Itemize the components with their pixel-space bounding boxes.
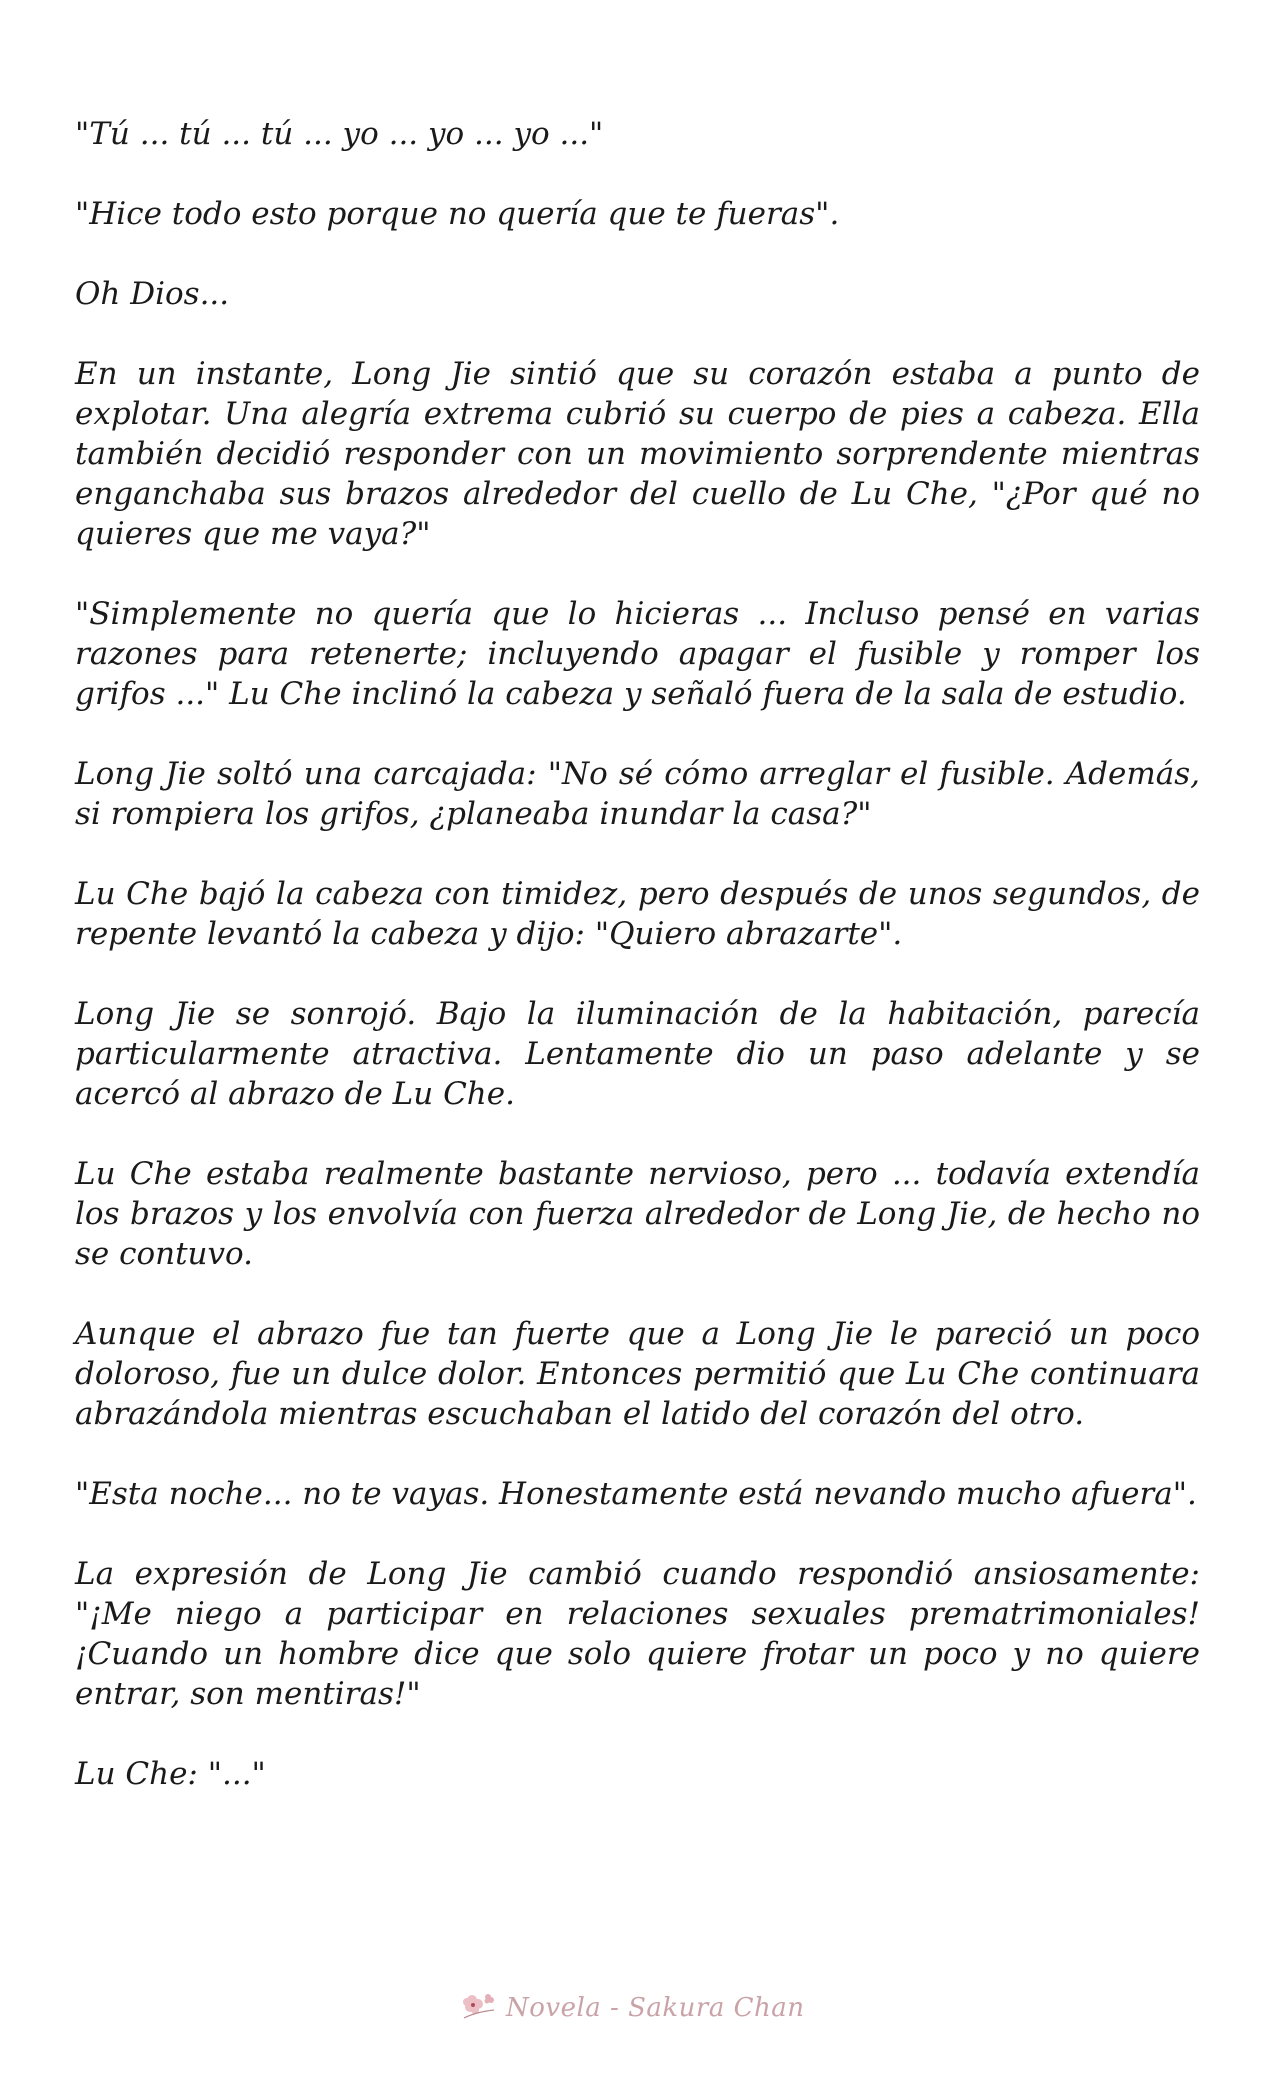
paragraph: En un instante, Long Jie sintió que su corazón estaba a punto de explotar. Una alegría extrema cubrió su cuerpo de pies a cabeza. Ella también decidió responder con un movimiento sorprendente mientras enganchaba sus brazos alrededor del cuello de Lu Che, "¿Por qué no quieres que me vaya?": [75, 356, 1200, 552]
watermark: [458, 1985, 838, 2031]
paragraph: Lu Che bajó la cabeza con timidez, pero después de unos segundos, de repente levantó la cabeza y dijo: "Quiero abrazarte".: [75, 876, 1200, 952]
paragraph: "Tú ... tú ... tú ... yo ... yo ... yo ...": [75, 116, 604, 152]
paragraph: "Esta noche... no te vayas. Honestamente está nevando mucho afuera".: [75, 1476, 1197, 1512]
sakura-flower-icon: [458, 1988, 500, 2028]
paragraph: La expresión de Long Jie cambió cuando respondió ansiosamente: "¡Me niego a participar en relaciones sexuales prematrimoniales! ¡Cuando un hombre dice que solo quiere frotar un poco y no quiere entrar, son mentiras!": [75, 1556, 1200, 1712]
paragraph: Oh Dios...: [75, 276, 230, 312]
paragraph: Lu Che: "...": [75, 1756, 266, 1792]
paragraph: Long Jie se sonrojó. Bajo la iluminación de la habitación, parecía particularmente atractiva. Lentamente dio un paso adelante y se acercó al abrazo de Lu Che.: [75, 996, 1200, 1112]
paragraph: Lu Che estaba realmente bastante nervioso, pero ... todavía extendía los brazos y los envolvía con fuerza alrededor de Long Jie, de hecho no se contuvo.: [75, 1156, 1200, 1272]
paragraph: Aunque el abrazo fue tan fuerte que a Long Jie le pareció un poco doloroso, fue un dulce dolor. Entonces permitió que Lu Che continuara abrazándola mientras escuchaban el latido del corazón del otro.: [75, 1316, 1200, 1432]
paragraph: "Simplemente no quería que lo hicieras ... Incluso pensé en varias razones para retenerte; incluyendo apagar el fusible y romper los grifos ..." Lu Che inclinó la cabeza y señaló fuera de la sala de estudio.: [75, 596, 1200, 712]
watermark-text: Novela - Sakura Chan: [506, 1993, 805, 2023]
chapter-text: [75, 114, 1200, 1834]
paragraph: Long Jie soltó una carcajada: "No sé cómo arreglar el fusible. Además, si rompiera los grifos, ¿planeaba inundar la casa?": [75, 756, 1200, 832]
paragraph: "Hice todo esto porque no quería que te fueras".: [75, 196, 840, 232]
